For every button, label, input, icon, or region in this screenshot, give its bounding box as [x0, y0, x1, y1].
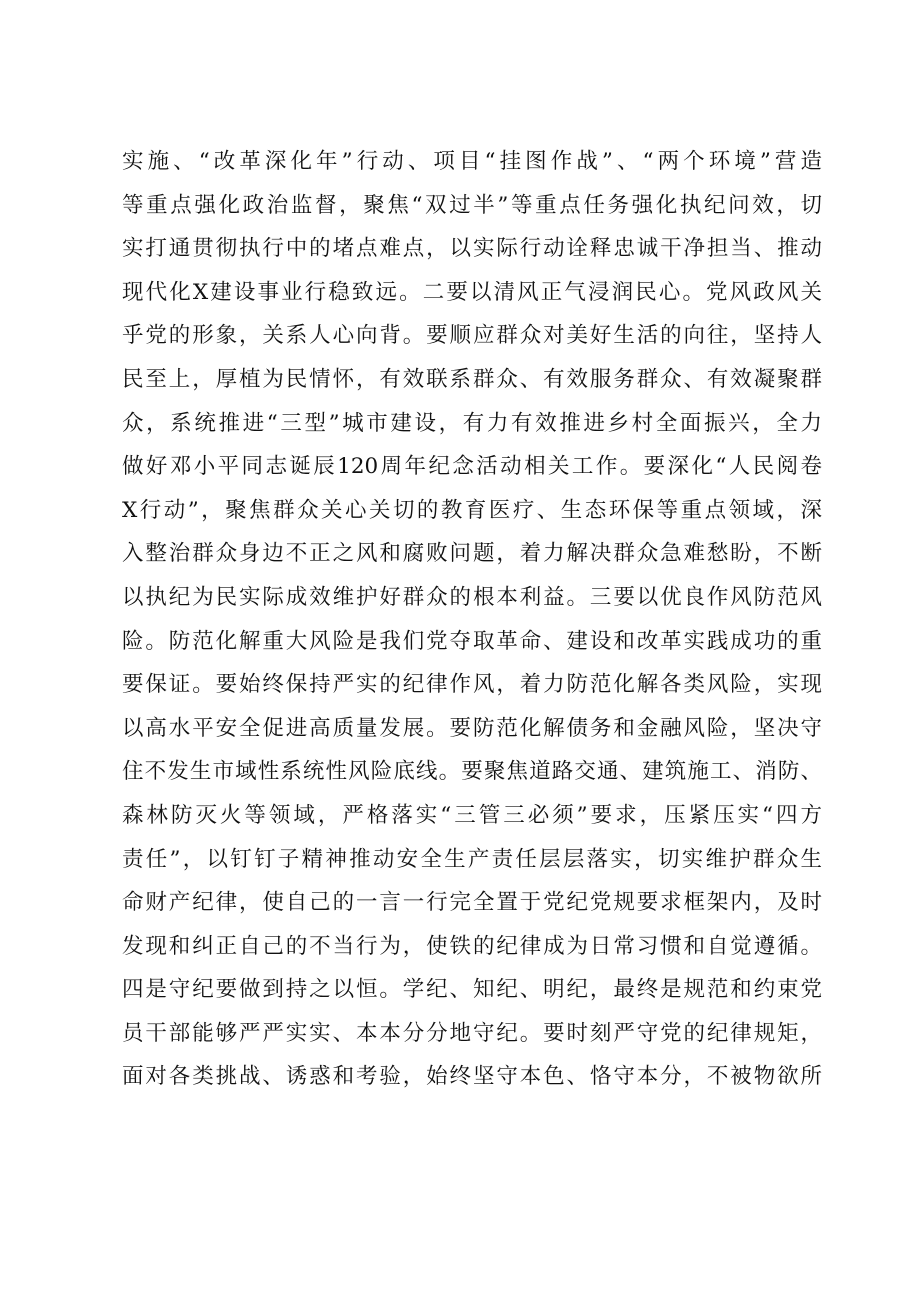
text-line: 以执纪为民实际成效维护好群众的根本利益。三要以优良作风防范风 [122, 584, 822, 610]
text-line: 实施、“改革深化年”行动、项目“挂图作战”、“两个环境”营造 [122, 149, 822, 174]
text-line: 住不发生市域性系统性风险底线。要聚焦道路交通、建筑施工、消防、 [122, 759, 822, 785]
text-line: 发现和纠正自己的不当行为，使铁的纪律成为日常习惯和自觉遵循。 [122, 933, 822, 959]
text-line: 入整治群众身边不正之风和腐败问题，着力解决群众急难愁盼，不断 [122, 541, 822, 567]
text-line: 责任”，以钉钉子精神推动安全生产责任层层落实，切实维护群众生 [122, 846, 822, 872]
text-line: 险。防范化解重大风险是我们党夺取革命、建设和改革实践成功的重 [122, 628, 822, 654]
text-line: X行动”，聚焦群众关心关切的教育医疗、生态环保等重点领域，深 [122, 497, 822, 523]
text-line: 乎党的形象，关系人心向背。要顺应群众对美好生活的向往，坚持人 [122, 323, 822, 349]
text-line: 众，系统推进“三型”城市建设，有力有效推进乡村全面振兴，全力 [122, 410, 822, 436]
text-line: 实打通贯彻执行中的堵点难点，以实际行动诠释忠诚干净担当、推动 [122, 236, 822, 262]
text-line: 命财产纪律，使自己的一言一行完全置于党纪党规要求框架内，及时 [122, 890, 822, 916]
text-line: 森林防灭火等领域，严格落实“三管三必须”要求，压紧压实“四方 [122, 802, 822, 828]
text-line: 要保证。要始终保持严实的纪律作风，着力防范化解各类风险，实现 [122, 672, 822, 698]
text-line: 员干部能够严严实实、本本分分地守纪。要时刻严守党的纪律规矩， [122, 1020, 822, 1046]
text-line: 四是守纪要做到持之以恒。学纪、知纪、明纪，最终是规范和约束党 [122, 977, 822, 1003]
text-line: 以高水平安全促进高质量发展。要防范化解债务和金融风险，坚决守 [122, 715, 822, 741]
text-line: 等重点强化政治监督，聚焦“双过半”等重点任务强化执纪问效，切 [122, 192, 822, 218]
text-line: 做好邓小平同志诞辰120周年纪念活动相关工作。要深化“人民阅卷 [122, 454, 822, 480]
text-line: 民至上，厚植为民情怀，有效联系群众、有效服务群众、有效凝聚群 [122, 366, 822, 392]
text-line: 面对各类挑战、诱惑和考验，始终坚守本色、恪守本分，不被物欲所 [122, 1064, 822, 1090]
body-text [122, 140, 822, 1099]
text-line: 现代化X建设事业行稳致远。二要以清风正气浸润民心。党风政风关 [122, 279, 822, 305]
